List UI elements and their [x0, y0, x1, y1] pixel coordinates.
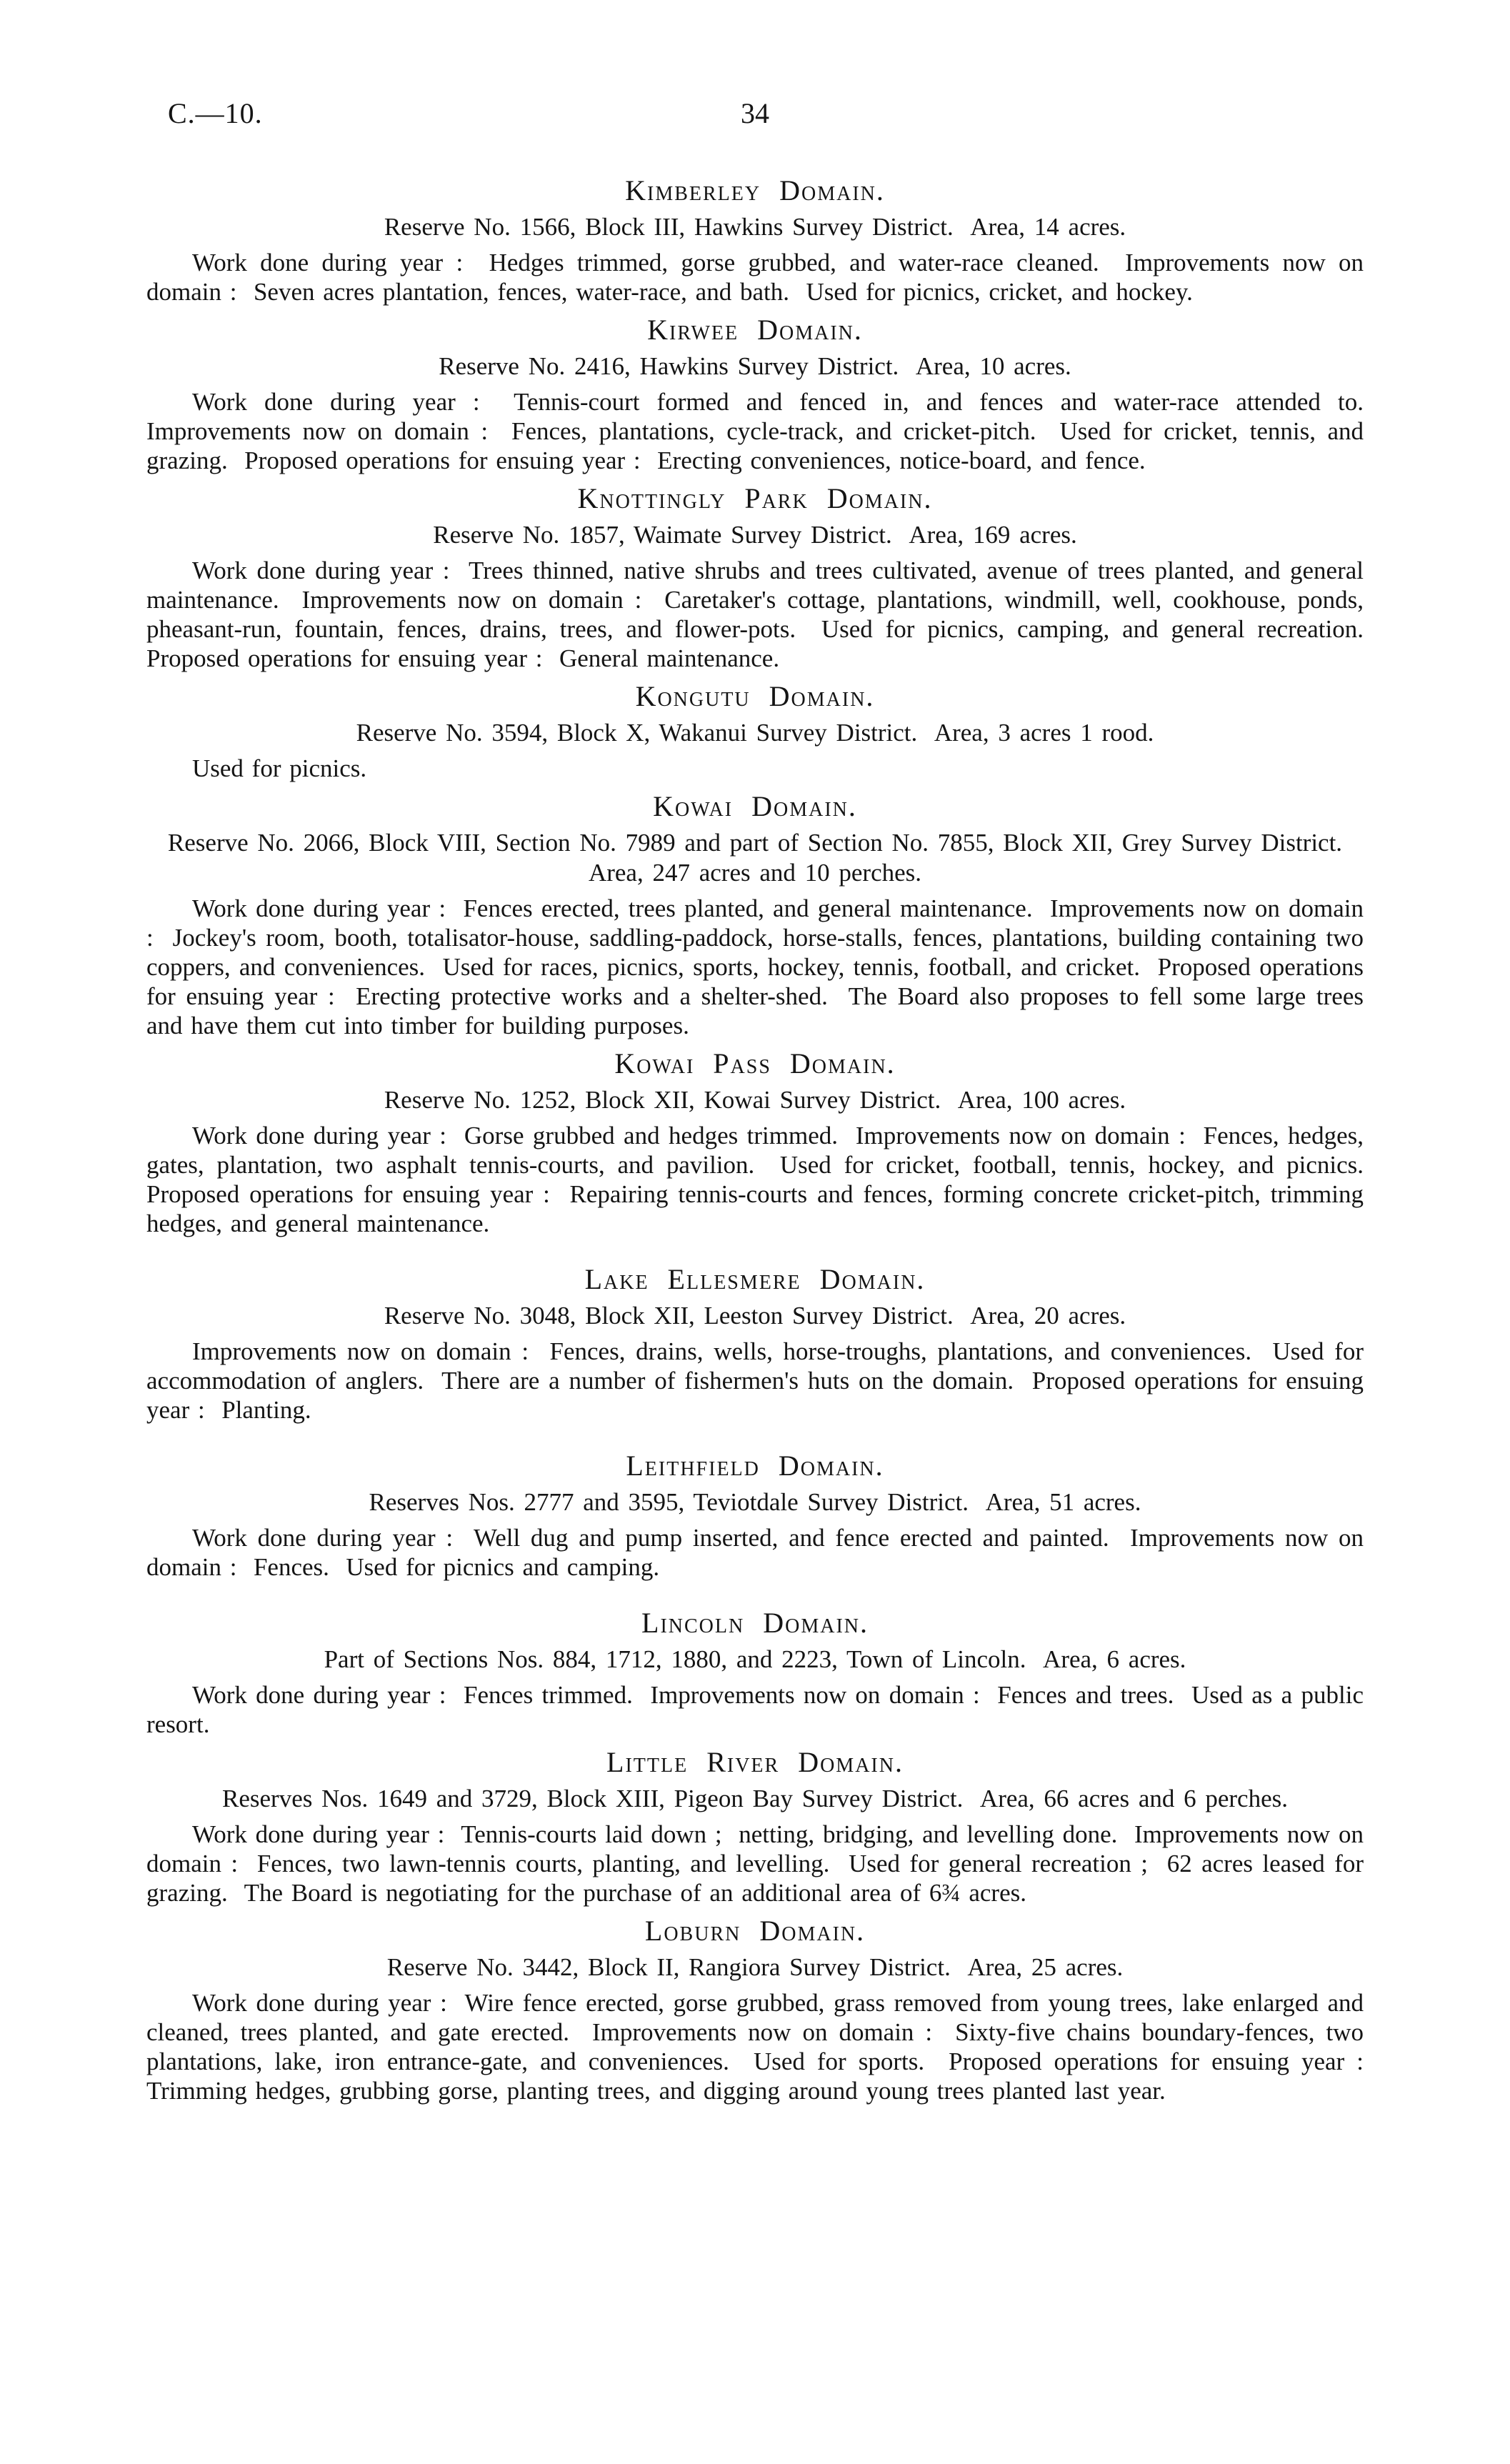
domain-section	[146, 1262, 1372, 1425]
section-title: Lake Ellesmere Domain.	[584, 1263, 926, 1295]
body-paragraph: Work done during year : Well dug and pump inserted, and fence erected and painted. Improvements now on domain : Fences. Used for picnics and camping.	[146, 1524, 1372, 1581]
reserve-description: Reserve No. 3594, Block X, Wakanui Survey District. Area, 3 acres 1 rood.	[356, 719, 1154, 747]
reserve-description: Reserve No. 1857, Waimate Survey District. Area, 169 acres.	[433, 521, 1077, 549]
reserve-description: Reserve No. 2416, Hawkins Survey District. Area, 10 acres.	[439, 352, 1071, 380]
domain-section	[146, 789, 1372, 1040]
body-paragraph: Work done during year : Gorse grubbed and hedges trimmed. Improvements now on domain : Fences, hedges, gates, plantation, two asphalt tennis-courts, and pavilion. Used for cricket, football, tennis, hockey, and picnics. Proposed operations for ensuing year : Repairing tennis-courts and fences, forming concrete cricket-pitch, trimming hedges, and general maintenance.	[146, 1122, 1381, 1237]
domain-section	[146, 1606, 1372, 1739]
sections	[146, 174, 1381, 2105]
reserve-description: Reserve No. 2066, Block VIII, Section No. 7989 and part of Section No. 7855, Block XII, Grey Survey District. Area, 247 acres and 10 perches.	[167, 829, 1361, 887]
domain-section	[146, 482, 1381, 673]
page-number: 34	[741, 97, 769, 129]
section-title: Kongutu Domain.	[635, 680, 875, 712]
body-paragraph: Work done during year : Trees thinned, native shrubs and trees cultivated, avenue of trees planted, and general maintenance. Improvements now on domain : Caretaker's cottage, plantations, windmill, well, cookhouse, ponds, pheasant-run, fountain, fences, drains, trees, and flower-pots. Used for picnics, camping, and general recreation. Proposed operations for ensuing year : General maintenance.	[146, 557, 1381, 672]
reserve-description: Reserve No. 1566, Block III, Hawkins Survey District. Area, 14 acres.	[384, 213, 1126, 241]
body-paragraph: Work done during year : Tennis-courts laid down ; netting, bridging, and levelling done. Improvements now on domain : Fences, two lawn-tennis courts, planting, and levelling. Used for general recreation ; 62 acres leased for grazing. The Board is negotiating for the purchase of an additional area of 6¾ acres.	[146, 1820, 1372, 1907]
section-title: Kowai Pass Domain.	[614, 1047, 896, 1079]
document-reference: C.—10.	[168, 97, 263, 129]
domain-section	[146, 1449, 1372, 1582]
domain-section	[146, 313, 1381, 475]
body-paragraph: Improvements now on domain : Fences, drains, wells, horse-troughs, plantations, and conveniences. Used for accommodation of anglers. There are a number of fishermen's huts on the domain. Proposed operations for ensuing year : Planting.	[146, 1337, 1372, 1424]
domain-section	[146, 1914, 1381, 2105]
section-title: Kimberley Domain.	[625, 174, 885, 206]
section-title: Loburn Domain.	[644, 1915, 866, 1947]
section-title: Knottingly Park Domain.	[577, 482, 933, 514]
body-paragraph: Work done during year : Wire fence erected, gorse grubbed, grass removed from young trees, lake enlarged and cleaned, trees planted, and gate erected. Improvements now on domain : Sixty-five chains boundary-fences, two plantations, lake, iron entrance-gate, and conveniences. Used for sports. Proposed operations for ensuing year : Trimming hedges, grubbing gorse, planting trees, and digging around young trees planted last year.	[146, 1989, 1381, 2105]
reserve-description: Reserve No. 3442, Block II, Rangiora Survey District. Area, 25 acres.	[386, 1953, 1124, 1981]
domain-section	[146, 174, 1372, 306]
body-paragraph: Work done during year : Tennis-court formed and fenced in, and fences and water-race attended to. Improvements now on domain : Fences, plantations, cycle-track, and cricket-pitch. Used for cricket, tennis, and grazing. Proposed operations for ensuing year : Erecting conveniences, notice-board, and fence.	[146, 388, 1381, 474]
body-paragraph: Used for picnics.	[192, 754, 367, 782]
body-paragraph: Work done during year : Fences trimmed. Improvements now on domain : Fences and trees. Used as a public resort.	[146, 1681, 1372, 1738]
reserve-description: Reserves Nos. 1649 and 3729, Block XIII, Pigeon Bay Survey District. Area, 66 acres and 6 perches.	[222, 1785, 1288, 1812]
domain-section	[146, 1047, 1381, 1238]
section-title: Leithfield Domain.	[626, 1450, 884, 1482]
body-paragraph: Work done during year : Fences erected, trees planted, and general maintenance. Improvements now on domain : Jockey's room, booth, totalisator-house, saddling-paddock, horse-stalls, fences, plantations, building containing two coppers, and conveniences. Used for races, picnics, sports, hockey, tennis, football, and cricket. Proposed operations for ensuing year : Erecting protective works and a shelter-shed. The Board also proposes to fell some large trees and have them cut into timber for building purposes.	[146, 894, 1372, 1039]
page-header	[146, 96, 1364, 132]
section-title: Kowai Domain.	[653, 790, 857, 822]
section-title: Kirwee Domain.	[647, 314, 863, 346]
section-title: Lincoln Domain.	[641, 1607, 869, 1639]
reserve-description: Reserves Nos. 2777 and 3595, Teviotdale Survey District. Area, 51 acres.	[369, 1488, 1141, 1516]
section-title: Little River Domain.	[606, 1746, 904, 1778]
domain-section	[146, 679, 1364, 783]
domain-section	[146, 1745, 1372, 1907]
reserve-description: Part of Sections Nos. 884, 1712, 1880, and 2223, Town of Lincoln. Area, 6 acres.	[324, 1645, 1186, 1673]
body-paragraph: Work done during year : Hedges trimmed, gorse grubbed, and water-race cleaned. Improvements now on domain : Seven acres plantation, fences, water-race, and bath. Used for picnics, cricket, and hockey.	[146, 249, 1372, 306]
reserve-description: Reserve No. 1252, Block XII, Kowai Survey District. Area, 100 acres.	[384, 1086, 1126, 1114]
reserve-description: Reserve No. 3048, Block XII, Leeston Survey District. Area, 20 acres.	[384, 1302, 1126, 1330]
